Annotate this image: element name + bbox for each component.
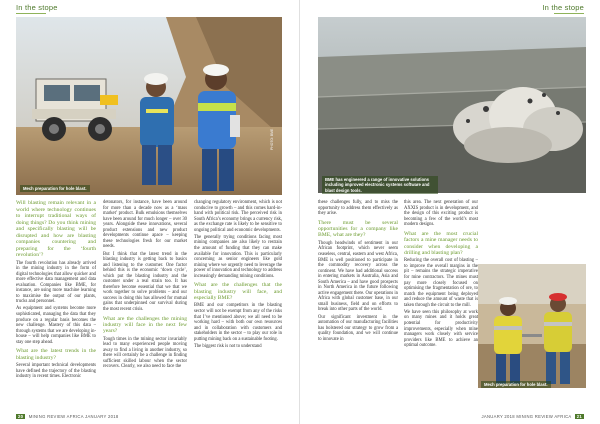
paragraph: Reducing the overall cost of blasting – to improve the overall margins in the pit – remains the strategic imperative for mine contractors. The mines must pay more closely focused on optimising the fragmentation of ore, to match the equipment being deployed and reduce the amount of waste that is taken through the circuit to the mill. xyxy=(404,258,478,308)
paragraph: detonators, for instance, have been around for more than a decade now as a ‘mass market’ product. Bulk emulsions themselves have been around for much longer – over 30 years. Alongside these innovations, several product extensions and new product developments continue apace – keeping these technologies fresh for our market needs. xyxy=(103,200,187,250)
question-heading: What are the challenges that the blasting industry will face, and especially BME? xyxy=(194,282,282,302)
paragraph: But I think that the latest trend in the blasting industry is getting back to basics and listening to the customer. One factor behind this is the economic ‘down cycle’, which put the blasting industry and the customer under a real strain too. It has therefore become essential that we that we work together to solve problems – and our success in doing this has allowed for mutual gains that underpinned our survival during the most recent crisis. xyxy=(103,251,187,312)
section-tag-rule xyxy=(16,13,46,14)
folio-text-left: MINING REVIEW AFRICA JANUARY 2018 xyxy=(28,414,119,419)
paragraph: this area. The next generation of our AXXIS product is in development, and the design of this exciting product is becoming a few of the world’s most modern designs. xyxy=(404,200,478,228)
page-number-left: 20 xyxy=(18,414,24,419)
section-tag-right: In the stope xyxy=(542,3,584,12)
question-heading: What are the latest trends in the blasting industry? xyxy=(16,348,96,361)
article-column-2 xyxy=(103,200,187,372)
small-photo-caption: Mech preparation for hole blast. xyxy=(481,381,551,388)
left-photo-caption: Mech preparation for hole blast. xyxy=(20,185,90,192)
section-tag-rule xyxy=(554,13,584,14)
article-lead-question: Will blasting remain relevant in a world where technology continues to interrupt traditional ways of doing things? Do you think mining and specifically blasting will be disrupted and how are blasting companies countering and preparing for the ‘fourth revolution’? xyxy=(16,200,96,258)
truck-workers-photo xyxy=(16,17,282,195)
question-heading: What are the challenges the mining industry will face in the next few years? xyxy=(103,315,187,335)
paragraph: The biggest risk is not to understand xyxy=(194,343,262,349)
paragraph: The generally trying conditions facing most mining companies are also likely to restrain the amount of funding that they can make available for innovation. This is particularly concerning as senior engineers like gold mining where we urgently need to leverage the power of innovation and technology to address increasingly demanding mining conditions. xyxy=(194,234,282,279)
question-heading: There must be several opportunities for a company like BME, what are they? xyxy=(318,219,398,239)
folio-right xyxy=(481,414,584,419)
open-pit-blast-photo xyxy=(318,17,586,193)
paragraph: these challenges fully, and to miss the opportunity to address them effectively as they arise. xyxy=(318,200,398,217)
page-number-right: 21 xyxy=(576,414,582,419)
article-column-4 xyxy=(318,200,398,344)
paragraph: Though headwinds of sentiment in our African footprint, which never seem ceaseless, central, eastern and west Africa, BME is well positioned to participate in the commodity recovery across the continent. We have had additional success in entering markets in Australia, Asia and South America – and have good prospects in North America in the future following active engagement there. Our operations in Africa with global customer base, in our small business, field and on efforts to break into other parts of the world. xyxy=(318,240,398,313)
paragraph: BME and our competitors in the blasting sector will not be exempt from any of the risks that I’ve mentioned above; we all need to be working hard – with both our own resources and in collaboration with customers and stakeholders in the sector – to play our role in putting mining back on a sustainable footing. xyxy=(194,303,282,342)
question-heading: What are the most crucial factors a mine manager needs to consider when developing a drilling and blasting plan? xyxy=(404,230,478,256)
paragraph: Tough times in the mining sector invariably lead to many experienced people moving away to find a living in another industry, so there will certainly be a challenge in finding sufficient skilled labour when the sector recovers. Clearly, we also need to face the xyxy=(103,336,187,370)
section-tag-left: In the stope xyxy=(16,3,58,12)
paragraph: We have seen this philosophy at work on many mines and it holds great potential for productivity improvements, especially when mine managers work closely with service providers like BME to achieve an optimal outcome. xyxy=(404,309,478,349)
left-photo-credit: PHOTO: BME xyxy=(270,128,274,150)
right-photo-caption: BME has engineered a range of innovative solutions including improved electronic systems software and blast design tools. xyxy=(322,176,438,194)
paragraph: As equipment and systems become more sophisticated, managing the data that they produce on a regular basis becomes the new challenge. Mastery of this data – through systems that we are developing in-house – will help companies like BME to stay one step ahead. xyxy=(16,306,96,345)
paragraph: The fourth revolution has already arrived in the mining industry in the form of digital technologies that allow quicker and more effective data management and data evaluation. Companies like BME, for instance, are using more machine learning to maximise the output of our plants, trucks and personnel. xyxy=(16,260,96,305)
paragraph: Several important technical developments have defined the trajectory of the blasting industry in recent times. Electronic xyxy=(16,363,96,380)
paragraph: Our significant investment in the automation of our manufacturing facilities has bolstered our strategy to grow from a quality foundation, and we will continue to innovate in xyxy=(318,314,398,342)
article-column-5 xyxy=(404,200,478,350)
folio-left xyxy=(16,414,119,419)
article-column-1 xyxy=(16,200,96,381)
folio-text-right: JANUARY 2018 MINING REVIEW AFRICA xyxy=(481,414,572,419)
paragraph: changing regulatory environment, which is not conducive to growth – and this comes hard-in-hand with political risk. The perceived risk in South Africa’s economy brings a currency risk, as the exchange rate is likely to be sensitive to ongoing political and economic developments. xyxy=(194,200,282,233)
article-column-3 xyxy=(194,200,282,351)
mech-preparation-photo xyxy=(478,264,586,388)
